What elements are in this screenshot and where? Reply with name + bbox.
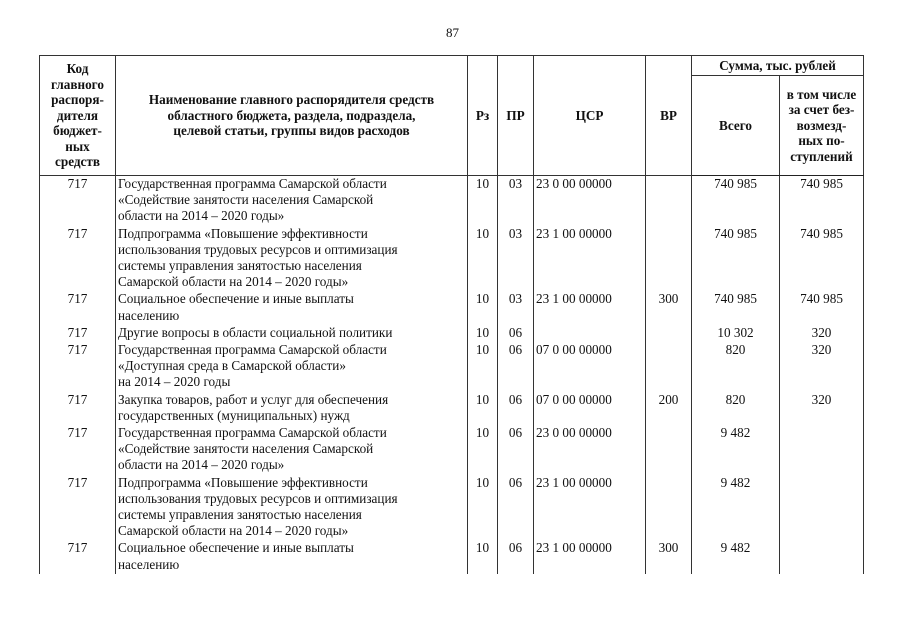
cell-incl [780,475,864,541]
name-line: государственных (муниципальных) нужд [118,407,350,423]
name-line: Закупка товаров, работ и услуг для обеспечения [118,391,389,407]
header-rz: Рз [468,56,498,176]
cell-csr [534,325,646,342]
name-line: Самарской области на 2014 – 2020 годы» [118,523,349,539]
cell-vr [646,475,692,541]
cell-vr: 300 [646,540,692,573]
cell-code: 717 [40,475,116,541]
cell-csr: 23 1 00 00000 [534,540,646,573]
cell-name [116,425,468,475]
header-incl [780,76,864,176]
cell-pr: 03 [498,291,534,324]
table-body [40,176,864,574]
header-code-line: ных [65,138,90,154]
cell-rz: 10 [468,475,498,541]
cell-rz: 10 [468,540,498,573]
header-code-line: средств [55,154,100,170]
cell-vr [646,425,692,475]
header-incl-line: ступлений [790,148,853,164]
name-line: «Доступная среда в Самарской области» [118,358,346,374]
cell-csr: 07 0 00 00000 [534,342,646,392]
cell-code: 717 [40,291,116,324]
cell-rz: 10 [468,342,498,392]
table-row [40,475,864,541]
cell-pr: 06 [498,475,534,541]
page-number: 87 [446,25,459,40]
table-row [40,226,864,292]
name-line: системы управления занятостью населения [118,258,362,274]
cell-name [116,540,468,573]
table-row [40,325,864,342]
name-line: Социальное обеспечение и иные выплаты [118,291,354,307]
cell-csr: 23 1 00 00000 [534,226,646,292]
cell-total: 740 985 [692,291,780,324]
name-line: Самарской области на 2014 – 2020 годы» [118,274,349,290]
header-sum: Сумма, тыс. рублей [692,56,864,76]
header-csr: ЦСР [534,56,646,176]
cell-total: 9 482 [692,425,780,475]
cell-total: 740 985 [692,176,780,226]
name-line: системы управления занятостью населения [118,507,362,523]
cell-total: 9 482 [692,540,780,573]
header-incl-line: возмезд- [796,117,847,133]
cell-name [116,325,468,342]
header-code-line: главного [51,76,104,92]
name-line: области на 2014 – 2020 годы» [118,208,285,224]
cell-vr: 200 [646,392,692,425]
name-line: Подпрограмма «Повышение эффективности [118,474,368,490]
name-line: использования трудовых ресурсов и оптимизация [118,241,398,257]
cell-incl: 320 [780,342,864,392]
name-line: Государственная программа Самарской области [118,425,387,441]
cell-incl: 320 [780,325,864,342]
name-line: использования трудовых ресурсов и оптимизация [118,490,398,506]
name-line: Другие вопросы в области социальной политики [118,324,393,340]
header-name-line: целевой статьи, группы видов расходов [173,123,410,139]
cell-total: 820 [692,392,780,425]
cell-pr: 03 [498,176,534,226]
header-incl-line: в том числе [786,86,857,102]
cell-incl [780,540,864,573]
header-code [40,56,116,176]
cell-vr [646,325,692,342]
cell-code: 717 [40,540,116,573]
header-incl-line: за счет без- [788,102,855,118]
header-name-line: Наименование главного распорядителя средств [148,92,435,108]
name-line: Государственная программа Самарской области [118,176,387,191]
cell-vr [646,342,692,392]
cell-incl: 740 985 [780,291,864,324]
table-row [40,425,864,475]
cell-incl: 320 [780,392,864,425]
header-code-line: распоря- [51,92,104,108]
name-line: Подпрограмма «Повышение эффективности [118,225,368,241]
header-code-line: Код [66,60,89,76]
cell-code: 717 [40,176,116,226]
name-line: населению [118,307,180,323]
cell-vr [646,176,692,226]
cell-code: 717 [40,342,116,392]
cell-incl [780,425,864,475]
cell-csr: 23 0 00 00000 [534,425,646,475]
cell-name [116,176,468,226]
cell-total: 10 302 [692,325,780,342]
cell-name [116,475,468,541]
budget-table [39,55,864,574]
table-row [40,392,864,425]
cell-code: 717 [40,226,116,292]
header-code-line: бюджет- [53,123,102,139]
header-vr: ВР [646,56,692,176]
table-row [40,176,864,226]
cell-incl: 740 985 [780,226,864,292]
header-name [116,56,468,176]
name-line: «Содействие занятости населения Самарской [118,441,374,457]
cell-csr: 23 1 00 00000 [534,291,646,324]
name-line: области на 2014 – 2020 годы» [118,457,285,473]
cell-pr: 06 [498,342,534,392]
name-line: на 2014 – 2020 годы [118,374,231,390]
cell-name [116,342,468,392]
cell-total: 9 482 [692,475,780,541]
cell-code: 717 [40,392,116,425]
cell-rz: 10 [468,392,498,425]
table-row [40,540,864,573]
cell-code: 717 [40,425,116,475]
cell-csr: 23 1 00 00000 [534,475,646,541]
table-row [40,291,864,324]
cell-name [116,226,468,292]
cell-rz: 10 [468,291,498,324]
cell-rz: 10 [468,325,498,342]
cell-rz: 10 [468,226,498,292]
cell-pr: 06 [498,392,534,425]
header-code-line: дителя [56,107,99,123]
cell-csr: 23 0 00 00000 [534,176,646,226]
name-line: Социальное обеспечение и иные выплаты [118,540,354,556]
name-line: Государственная программа Самарской области [118,342,387,358]
table-row [40,342,864,392]
cell-incl: 740 985 [780,176,864,226]
cell-rz: 10 [468,176,498,226]
cell-name [116,291,468,324]
cell-vr [646,226,692,292]
cell-pr: 06 [498,325,534,342]
cell-pr: 03 [498,226,534,292]
name-line: «Содействие занятости населения Самарской [118,192,374,208]
header-incl-line: ных по- [798,133,845,149]
name-line: населению [118,556,180,572]
cell-vr: 300 [646,291,692,324]
cell-code: 717 [40,325,116,342]
cell-total: 820 [692,342,780,392]
header-pr: ПР [498,56,534,176]
table-header [40,56,864,176]
header-total: Всего [692,76,780,176]
header-name-line: областного бюджета, раздела, подраздела, [167,107,416,123]
cell-csr: 07 0 00 00000 [534,392,646,425]
cell-pr: 06 [498,425,534,475]
cell-total: 740 985 [692,226,780,292]
cell-rz: 10 [468,425,498,475]
cell-name [116,392,468,425]
cell-pr: 06 [498,540,534,573]
